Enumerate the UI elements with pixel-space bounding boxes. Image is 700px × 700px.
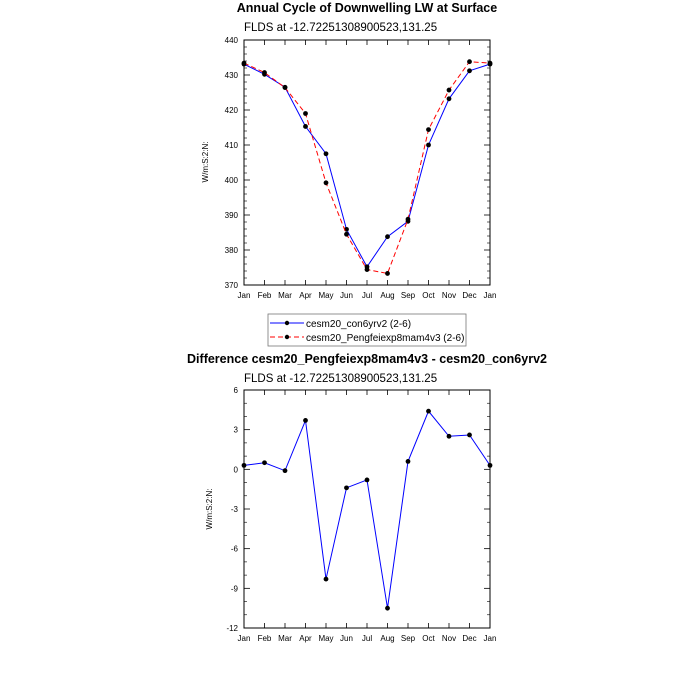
x-tick-label: Aug [380,291,395,300]
x-tick-label: Feb [257,634,272,643]
x-tick-label: Nov [441,291,457,300]
x-tick-label: Dec [462,634,477,643]
data-point [303,418,308,423]
chart-1-title: Annual Cycle of Downwelling LW at Surface [236,1,498,15]
data-point [262,70,267,75]
chart-1-y-label: W/m:S:2:N: [201,141,210,183]
series-line-1 [244,64,490,267]
y-tick-label: 410 [224,141,238,150]
data-point [385,234,390,239]
legend-marker-1 [285,321,289,325]
plot-frame [244,390,490,628]
data-point [283,85,288,90]
data-point [488,463,493,468]
data-point [324,151,329,156]
x-tick-label: Jan [237,291,251,300]
x-tick-label: Mar [278,634,292,643]
data-point [406,459,411,464]
chart-2-title: Difference cesm20_Pengfeiexp8mam4v3 - cesm20_con6yrv2 [187,352,547,366]
data-point [447,434,452,439]
x-tick-label: Jun [340,634,353,643]
y-tick-label: 430 [224,71,238,80]
y-tick-label: 420 [224,106,238,115]
y-tick-label: -9 [230,584,238,594]
x-tick-label: May [318,291,334,300]
y-tick-label: 440 [224,36,238,45]
legend-label-1: cesm20_con6yrv2 (2-6) [306,319,412,330]
x-tick-label: Apr [299,634,312,643]
chart-2-y-label: W/m:S:2:N: [205,488,214,530]
data-point [426,143,431,148]
data-point [406,217,411,222]
x-tick-label: Sep [400,634,416,643]
x-tick-label: Oct [422,634,435,643]
x-tick-label: Dec [462,291,477,300]
data-point [426,127,431,132]
data-point [467,68,472,73]
x-tick-label: Jan [483,634,497,643]
y-tick-label: 390 [224,211,238,220]
chart-2-plot [226,386,496,643]
data-point [365,478,370,483]
x-tick-label: Oct [422,291,435,300]
y-tick-label: 0 [233,465,238,475]
y-tick-label: -3 [230,505,238,514]
x-tick-label: Jan [483,291,497,300]
legend-marker-2 [285,335,289,339]
data-point [385,606,390,611]
x-tick-label: May [318,634,334,643]
data-point [242,61,247,66]
data-point [488,61,493,66]
chart-2-subtitle: FLDS at -12.72251308900523,131.25 [244,373,438,385]
x-tick-label: Sep [400,291,416,300]
x-tick-label: Nov [441,634,457,643]
data-point [303,124,308,129]
plot-frame [244,40,490,285]
data-point [344,232,349,237]
x-tick-label: Jun [340,291,353,300]
legend [268,314,466,346]
y-tick-label: -6 [230,544,238,554]
series-line-1 [244,411,490,608]
x-tick-label: Jul [361,634,373,643]
y-tick-label: -12 [226,624,238,633]
data-point [324,577,329,582]
y-tick-label: 400 [224,176,238,185]
x-tick-label: Apr [299,291,312,300]
data-point [467,433,472,438]
data-point [344,485,349,490]
x-tick-label: Feb [257,291,272,300]
chart-1-subtitle: FLDS at -12.72251308900523,131.25 [244,22,438,34]
data-point [242,463,247,468]
data-point [426,409,431,414]
y-tick-label: 6 [233,386,238,395]
data-point [365,267,370,272]
data-point [385,271,390,276]
x-tick-label: Jul [361,291,373,300]
x-tick-label: Jan [237,634,251,643]
x-tick-label: Mar [278,291,292,300]
data-point [467,59,472,64]
legend-label-2: cesm20_Pengfeiexp8mam4v3 (2-6) [306,333,465,344]
y-tick-label: 3 [233,425,238,435]
data-point [303,111,308,116]
data-point [324,180,329,185]
data-point [447,96,452,101]
data-point [262,460,267,465]
chart-1-plot [225,36,497,300]
y-tick-label: 370 [224,281,238,290]
y-tick-label: 380 [224,246,238,255]
x-tick-label: Aug [380,634,395,643]
data-point [447,88,452,93]
data-point [283,468,288,473]
